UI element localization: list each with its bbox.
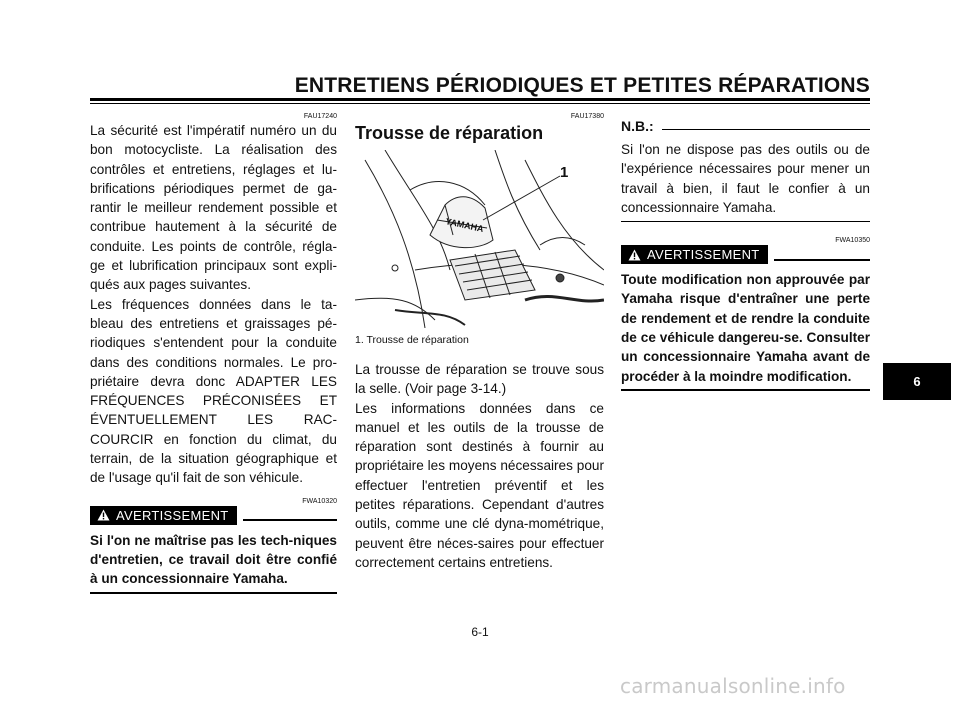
warning-end-rule xyxy=(90,592,337,594)
note-header xyxy=(621,118,870,134)
warning-end-rule xyxy=(621,389,870,391)
warning-header xyxy=(90,506,337,525)
warning-label: AVERTISSEMENT xyxy=(116,507,229,523)
figure-callout-number: 1 xyxy=(560,164,569,181)
repair-kit-figure xyxy=(355,150,604,328)
header-rule-thick xyxy=(90,98,870,101)
warning-text: Si l'on ne maîtrise pas les tech-niques d'entretien, ce travail doit être confié à un concessionnaire Yamaha. xyxy=(90,532,337,587)
header-rule-thin xyxy=(90,103,870,104)
page-number: 6-1 xyxy=(471,625,489,639)
figure-brand-text: YAMAHA xyxy=(444,216,485,234)
note-text: Si l'on ne dispose pas des outils ou de l'expérience nécessaires pour mener un travail à bien, il faut le confier à un concessionnaire Yamaha. xyxy=(621,142,870,215)
column-middle xyxy=(355,112,604,572)
watermark: carmanualsonline.info xyxy=(620,674,846,698)
intro-paragraph: La sécurité est l'impératif numéro un du bon motocycliste. La réalisation des contrôles et entretiens, réglages et lu-brifications périodiques permet de ga-rantir le meilleur rendement possible et contribue hautement à la sécurité de conduite. Les points de contrôle, régla-ge et lubrification principaux sont expli-qués aux pages suivantes. xyxy=(90,123,337,293)
page-header-title: ENTRETIENS PÉRIODIQUES ET PETITES RÉPARATIONS xyxy=(294,74,870,97)
location-paragraph: La trousse de réparation se trouve sous la selle. (Voir page 3-14.) xyxy=(355,362,604,397)
warning-rule xyxy=(243,519,338,521)
warning-badge xyxy=(621,245,768,264)
note-end-rule xyxy=(621,221,870,222)
column-right xyxy=(621,112,870,391)
tools-paragraph: Les informations données dans ce manuel et les outils de la trousse de réparation sont destinés à fournir au propriétaire les moyens nécessaires pour effectuer l'entretien préventif et les petites réparations. Cependant d'autres outils, comme une clé dyna-mométrique, peuvent être néces-saires pour effectuer correctement certains entretiens. xyxy=(355,400,604,570)
warning-label: AVERTISSEMENT xyxy=(647,247,760,263)
section-title: Trousse de réparation xyxy=(355,123,544,143)
frequency-paragraph: Les fréquences données dans le ta-bleau des entretiens et graissages pé-riodiques s'entendent pour la conduite dans des conditions normales. Le pro-priétaire devra donc ADAPTER LES FRÉQUENCES PRÉCONISÉES ET ÉVENTUELLEMENT LES RAC-COURCIR en fonction du climat, du terrain, de la situation géographique et de l'usage qu'il fait de son véhicule. xyxy=(90,296,337,486)
warning-code: FWA10320 xyxy=(302,497,337,505)
note-rule xyxy=(662,129,870,130)
warning-triangle-icon xyxy=(97,509,110,521)
chapter-tab: 6 xyxy=(883,363,951,400)
warning-triangle-icon xyxy=(628,249,641,261)
figure-caption: 1. Trousse de réparation xyxy=(355,334,469,346)
warning-code: FWA10350 xyxy=(835,237,870,245)
warning-header xyxy=(621,245,870,264)
warning-text: Toute modification non approuvée par Yamaha risque d'entraîner une perte de rendement et de rendre la conduite de ce véhicule dangereu-se. Consulter un concessionnaire Yamaha avant de procéder à la moindre modification. xyxy=(621,272,870,384)
note-label: N.B.: xyxy=(621,118,654,134)
warning-badge xyxy=(90,506,237,525)
warning-rule xyxy=(774,259,871,261)
reference-code: FAU17240 xyxy=(303,113,337,120)
column-left xyxy=(90,112,337,594)
reference-code: FAU17380 xyxy=(570,113,604,120)
